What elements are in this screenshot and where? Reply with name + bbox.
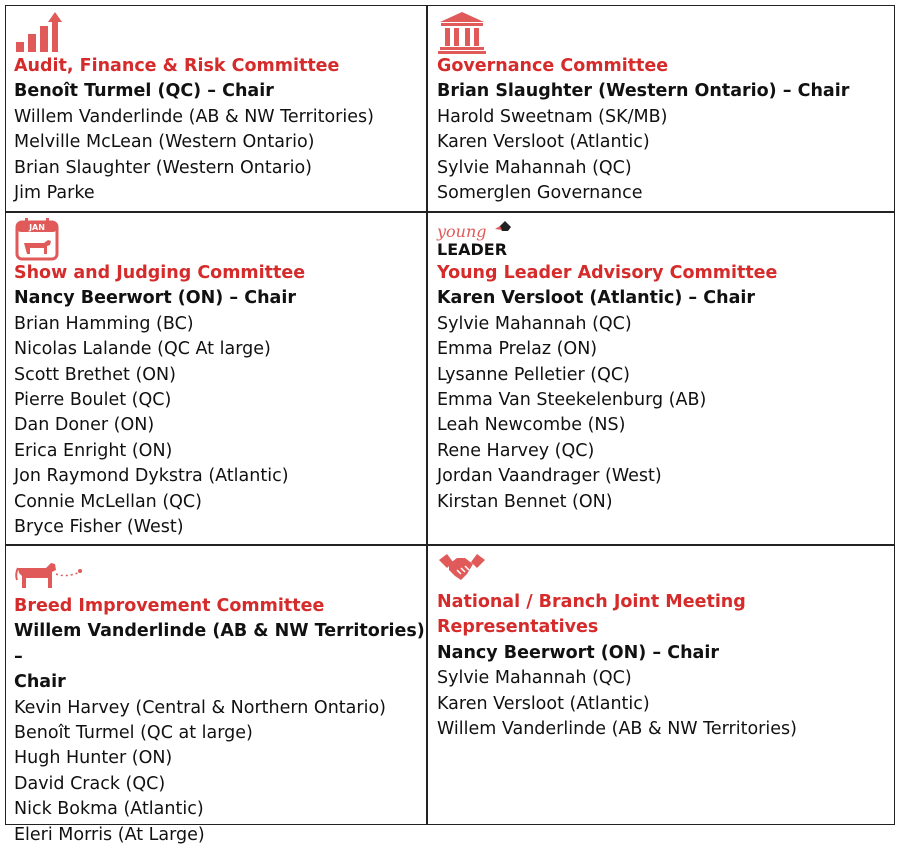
member-list	[14, 105, 426, 207]
government-building-icon	[437, 10, 487, 54]
committee-chair: Nancy Beerwort (ON) – Chair	[437, 642, 719, 663]
committee-card-governance	[427, 6, 894, 211]
committee-chair: Nancy Beerwort (ON) – Chair	[14, 288, 296, 309]
committee-chair-line2: Chair	[14, 672, 66, 693]
member-item: Emma Prelaz (ON)	[437, 339, 598, 360]
committee-title: Show and Judging Committee	[14, 263, 306, 283]
committee-title: Breed Improvement Committee	[14, 596, 325, 616]
member-item: Scott Brethet (ON)	[14, 364, 176, 385]
member-item: Karen Versloot (Atlantic)	[437, 693, 650, 714]
member-item: Willem Vanderlinde (AB & NW Territories)	[437, 719, 797, 740]
member-list	[14, 696, 426, 848]
member-item: Benoît Turmel (QC at large)	[14, 723, 253, 744]
member-item: Jon Raymond Dykstra (Atlantic)	[14, 466, 289, 487]
committee-chair-line1: Willem Vanderlinde (AB & NW Territories) –	[14, 621, 425, 667]
member-item: Sylvie Mahannah (QC)	[437, 157, 632, 178]
handshake-icon	[437, 550, 487, 590]
member-list	[437, 312, 894, 515]
member-item: Bryce Fisher (West)	[14, 517, 184, 538]
member-item: Connie McLellan (QC)	[14, 491, 202, 512]
committee-grid	[5, 5, 895, 845]
member-item: Rene Harvey (QC)	[437, 440, 595, 461]
bar-chart-arrow-icon	[14, 10, 64, 54]
member-list	[437, 105, 894, 207]
young-leader-logo	[437, 217, 527, 261]
member-item: Karen Versloot (Atlantic)	[437, 132, 650, 153]
member-item: Nick Bokma (Atlantic)	[14, 799, 204, 820]
member-list	[437, 666, 894, 742]
calendar-month-label: JAN	[29, 223, 45, 232]
member-item: Kevin Harvey (Central & Northern Ontario)	[14, 697, 386, 718]
member-item: Leah Newcombe (NS)	[437, 415, 626, 436]
member-item: Sylvie Mahannah (QC)	[437, 313, 632, 334]
committee-chair: Benoît Turmel (QC) – Chair	[14, 81, 274, 102]
committee-card-breed-improvement	[6, 546, 426, 845]
committee-title-line1: National / Branch Joint Meeting	[437, 592, 746, 612]
member-item: Melville McLean (Western Ontario)	[14, 132, 315, 153]
logo-top-text: young	[437, 222, 487, 241]
member-item: Erica Enright (ON)	[14, 440, 173, 461]
committee-chair: Brian Slaughter (Western Ontario) – Chair	[437, 81, 850, 102]
committee-title-line2: Representatives	[437, 617, 599, 638]
committee-title: Young Leader Advisory Committee	[437, 263, 778, 283]
member-item: Eleri Morris (At Large)	[14, 824, 205, 845]
member-item: Nicolas Lalande (QC At large)	[14, 339, 271, 360]
member-item: Harold Sweetnam (SK/MB)	[437, 106, 668, 127]
member-item: Dan Doner (ON)	[14, 415, 155, 436]
calendar-cow-icon	[14, 217, 64, 261]
member-item: Pierre Boulet (QC)	[14, 390, 172, 411]
member-item: Sylvie Mahannah (QC)	[437, 668, 632, 689]
member-item: Lysanne Pelletier (QC)	[437, 364, 630, 385]
member-item: Kirstan Bennet (ON)	[437, 491, 613, 512]
member-item: Brian Slaughter (Western Ontario)	[14, 157, 313, 178]
committee-card-audit	[6, 6, 426, 211]
member-list	[14, 312, 426, 541]
member-item: Jordan Vaandrager (West)	[437, 466, 662, 487]
member-item: Emma Van Steekelenburg (AB)	[437, 390, 707, 411]
committee-title: Audit, Finance & Risk Committee	[14, 56, 340, 76]
member-item: Brian Hamming (BC)	[14, 313, 194, 334]
committee-chair: Karen Versloot (Atlantic) – Chair	[437, 288, 756, 309]
committee-title: Governance Committee	[437, 56, 669, 76]
cow-icon	[14, 550, 84, 594]
member-item: Willem Vanderlinde (AB & NW Territories)	[14, 106, 374, 127]
member-item: David Crack (QC)	[14, 773, 166, 794]
committee-card-young-leader	[427, 213, 894, 544]
member-item: Jim Parke	[14, 183, 95, 204]
member-item: Somerglen Governance	[437, 183, 643, 204]
member-item: Hugh Hunter (ON)	[14, 748, 173, 769]
committee-card-show-judging	[6, 213, 426, 544]
committee-card-joint-meeting	[427, 546, 894, 824]
logo-bottom-text: LEADER	[437, 240, 508, 259]
